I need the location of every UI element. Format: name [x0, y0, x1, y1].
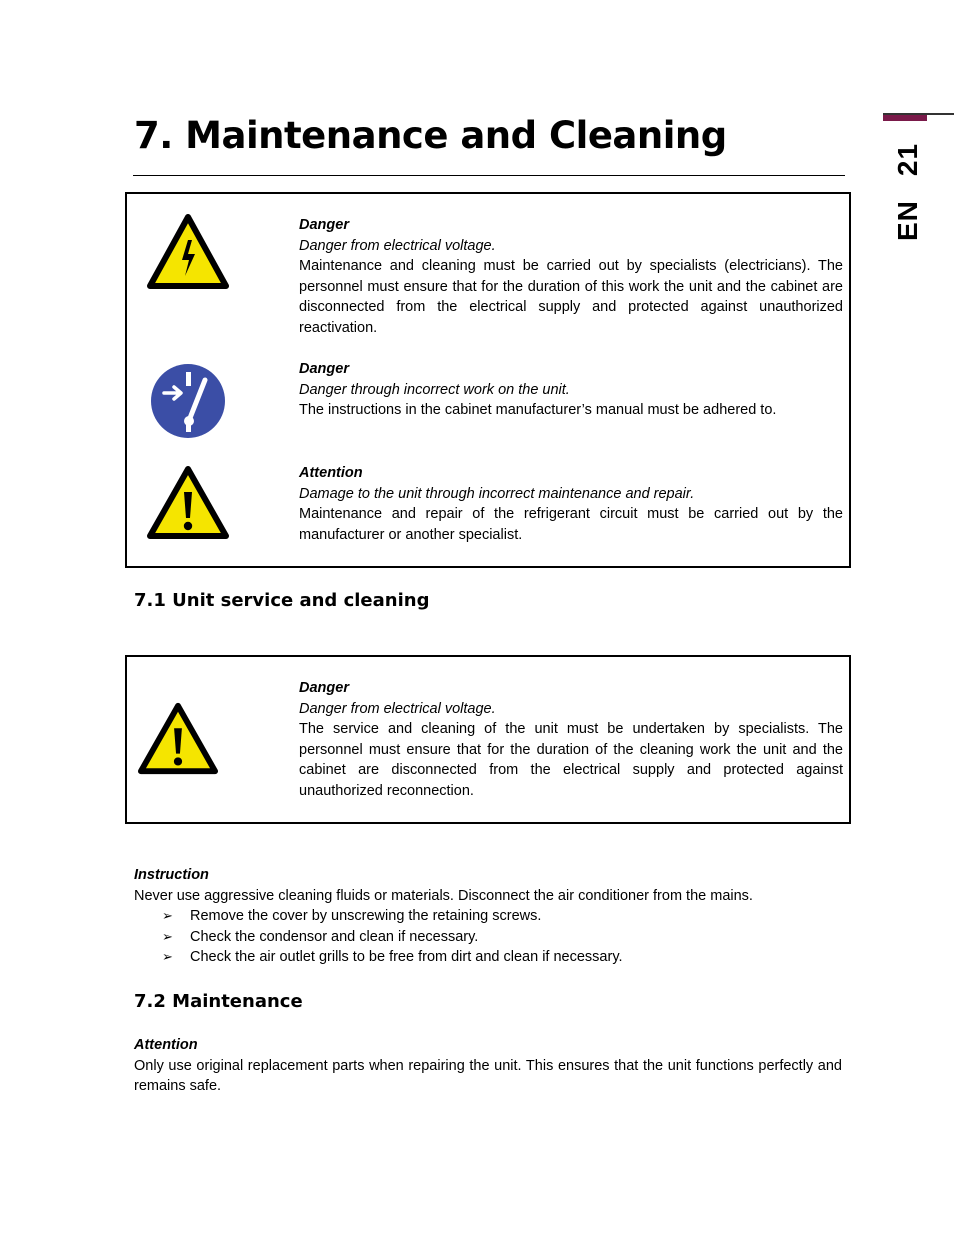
warning-refrigerant [299, 463, 843, 545]
side-tab-accent [883, 115, 927, 121]
safety-warnings-box [125, 192, 851, 568]
electrical-hazard-icon [147, 214, 229, 290]
instruction-steps [162, 906, 842, 968]
warning-text: The service and cleaning of the unit must be undertaken by specialists. The personnel must ensure that for the duration of the cleaning work the unit and the cabinet are disconnected from the electrical supply and protected against unauthorized reconnection. [299, 721, 843, 799]
chapter-title-rule [133, 175, 845, 176]
chapter-title: 7. Maintenance and Cleaning [134, 114, 727, 157]
warning-text: Maintenance and repair of the refrigerant circuit must be carried out by the manufacturer or another specialist. [299, 506, 843, 543]
warning-incorrect-work [299, 359, 843, 421]
warning-text: Maintenance and cleaning must be carried out by specialists (electricians). The personnel must ensure that for the duration of this work the unit and the cabinet are disconnected from the electrical supply and protected against unauthorized reactivation. [299, 258, 843, 336]
language-code: EN [892, 200, 923, 242]
warning-subtitle: Danger from electrical voltage. [299, 700, 496, 717]
warning-subtitle: Danger from electrical voltage. [299, 237, 496, 254]
cleaning-warning-box [125, 655, 851, 824]
step-text: Remove the cover by unscrewing the retaining screws. [190, 908, 542, 925]
step-text: Check the air outlet grills to be free from dirt and clean if necessary. [190, 949, 623, 966]
warning-text: The instructions in the cabinet manufacturer’s manual must be adhered to. [299, 402, 777, 419]
bullet-arrow-icon: ➢ [162, 949, 173, 965]
warning-title: Attention [299, 465, 363, 481]
general-warning-icon [147, 466, 229, 540]
section-heading-7-2: 7.2 Maintenance [134, 991, 303, 1012]
warning-subtitle: Damage to the unit through incorrect maintenance and repair. [299, 485, 695, 502]
step-text: Check the condensor and clean if necessary. [190, 928, 479, 945]
instruction-title: Instruction [134, 867, 209, 883]
list-item [162, 947, 842, 968]
general-warning-icon [138, 702, 218, 776]
maintenance-block [134, 1035, 842, 1097]
maintenance-text: Only use original replacement parts when repairing the unit. This ensures that the unit functions perfectly and remains safe. [134, 1057, 842, 1095]
instruction-block [134, 865, 842, 968]
list-item [162, 906, 842, 927]
warning-subtitle: Danger through incorrect work on the unit. [299, 381, 570, 398]
maintenance-title: Attention [134, 1037, 198, 1053]
section-heading-7-1: 7.1 Unit service and cleaning [134, 590, 430, 611]
disconnect-before-work-icon [150, 363, 226, 439]
warning-title: Danger [299, 217, 349, 233]
instruction-text: Never use aggressive cleaning fluids or materials. Disconnect the air conditioner from the mains. [134, 887, 753, 904]
warning-title: Danger [299, 680, 349, 696]
page-number: 21 [892, 142, 923, 177]
bullet-arrow-icon: ➢ [162, 908, 173, 924]
list-item [162, 927, 842, 948]
side-tab-label [892, 143, 924, 241]
warning-title: Danger [299, 361, 349, 377]
warning-electrical-cleaning [299, 678, 843, 802]
warning-electrical [299, 215, 843, 339]
bullet-arrow-icon: ➢ [162, 928, 173, 944]
